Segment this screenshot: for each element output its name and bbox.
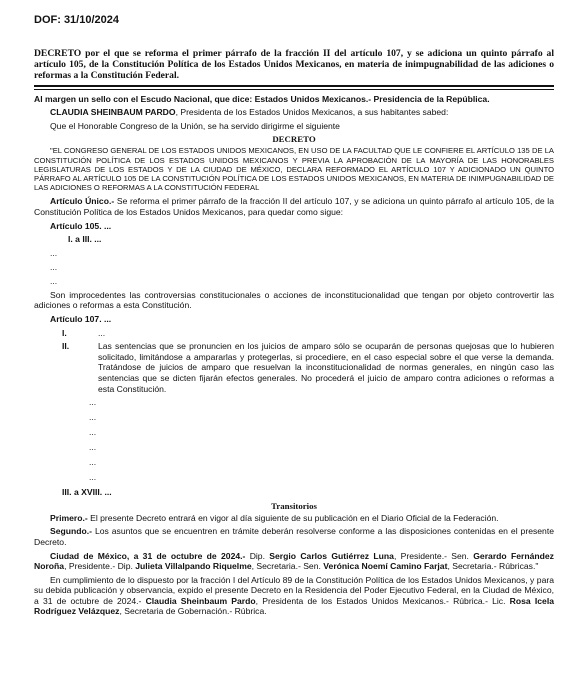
segundo-text: Los asuntos que se encuentren en trámite deberán resolverse conforme a las disposiciones contenidas en el presente Decreto. <box>34 526 554 547</box>
art105-paragraph: Son improcedentes las controversias constitucionales o acciones de inconstitucionalidad que tengan por objeto controvertir las adiciones o reformas a esta Constitución. <box>34 289 554 311</box>
dof-date: DOF: 31/10/2024 <box>34 14 119 26</box>
art107-heading: Artículo 107. ... <box>50 313 112 324</box>
decree-title: DECRETO por el que se reforma el primer párrafo de la fracción II del artículo 107, y se adiciona un quinto párrafo al artículo 105, de la Constitución Política de los Estados Unidos Mexicanos, en materia de inimpugnabilidad de las adiciones o reformas a la Constitución Federal. <box>34 48 554 82</box>
final-paragraph <box>34 575 554 617</box>
seal-line: Al margen un sello con el Escudo Nacional, que dice: Estados Unidos Mexicanos.- Presidencia de la República. <box>34 93 490 104</box>
roman-numeral: II. <box>62 341 70 352</box>
divider-thin <box>34 89 554 90</box>
art107-item-i <box>34 328 554 339</box>
item-text: Las sentencias que se pronuncien en los juicios de amparo sólo se ocuparán de personas quejosas que lo hubieren solicitado, limitándose a ampararlas y protegerlas, si procediere, en el caso especial sobre el que verse la demanda. Tratándose de juicios de amparo que resuelvan la inconstitucionalidad de normas generales, en ningún caso las sentencias que se dicten fijarán efectos generales. No procederá el juicio de amparo contra adiciones o reformas a esta Constitución. <box>98 341 554 394</box>
signature-text: , Secretaria.- Sen. <box>251 561 324 572</box>
divider-thick <box>34 85 554 87</box>
decreto-heading: DECRETO <box>272 134 316 145</box>
art107-item-ii <box>34 341 554 394</box>
ellipsis: ... <box>89 457 97 468</box>
art107-last: III. a XVIII. ... <box>62 487 112 498</box>
final-text: , Secretaria de Gobernación.- Rúbrica. <box>119 606 267 617</box>
ellipsis: ... <box>50 275 58 286</box>
signatures-paragraph <box>34 551 554 572</box>
ellipsis: ... <box>50 261 58 272</box>
item-text: ... <box>98 327 106 338</box>
signatory-name: Julieta Villalpando Riquelme <box>135 561 252 572</box>
signatory-name: Verónica Noemí Camino Farjat <box>323 561 448 572</box>
signatory-name: Rosa Icela Rodríguez Velázquez <box>34 595 554 617</box>
segundo-label: Segundo.- <box>50 526 93 537</box>
president-text: , Presidenta de los Estados Unidos Mexicanos, a sus habitantes sabed: <box>175 107 449 118</box>
articulo-unico <box>34 196 554 217</box>
primero-text: El presente Decreto entrará en vigor al día siguiente de su publicación en el Diario Oficial de la Federación. <box>87 512 499 523</box>
place-date: Ciudad de México, a 31 de octubre de 2024.- <box>50 550 246 561</box>
ellipsis: ... <box>89 442 97 453</box>
final-text: , Presidenta de los Estados Unidos Mexicanos.- Rúbrica.- Lic. <box>255 595 510 606</box>
signatory-name: Gerardo Fernández Noroña <box>34 550 554 572</box>
ellipsis: ... <box>89 472 97 483</box>
ellipsis: ... <box>89 412 97 423</box>
transitorio-primero <box>34 513 554 524</box>
articulo-unico-label: Artículo Único.- <box>50 196 115 207</box>
final-text: En cumplimiento de lo dispuesto por la fracción I del Artículo 89 de la Constitución Política de los Estados Unidos Mexicanos, y para su debida publicación y observancia, expido el presente Decreto en la Residencia del Poder Ejecutivo Federal, en la Ciudad de México, a 31 de octubre de 2024.- <box>34 574 554 606</box>
president-line <box>34 107 554 118</box>
art105-fractions: I. a III. ... <box>68 234 102 245</box>
signature-text: , Secretaria.- Rúbricas." <box>447 561 539 572</box>
ellipsis: ... <box>89 427 97 438</box>
signature-text: Dip. <box>245 550 270 561</box>
decreto-caps-paragraph: "EL CONGRESO GENERAL DE LOS ESTADOS UNIDOS MEXICANOS, EN USO DE LA FACULTAD QUE LE CONFIERE EL ARTÍCULO 135 DE LA CONSTITUCIÓN POLÍTICA DE LOS ESTADOS UNIDOS MEXICANOS Y PREVIA LA APROBACIÓN DE LA MAYORÍA DE LAS HONORABLES LEGISLATURAS DE LOS ESTADOS Y DE LA CIUDAD DE MÉXICO, DECLARA REFORMADO EL ARTÍCULO 107 Y ADICIONADO UN QUINTO PÁRRAFO AL ARTÍCULO 105 DE LA CONSTITUCIÓN POLÍTICA DE LOS ESTADOS UNIDOS MEXICANOS, EN MATERIA DE INIMPUGNABILIDAD DE LAS ADICIONES O REFORMAS A LA CONSTITUCIÓN FEDERAL <box>34 146 554 193</box>
ellipsis: ... <box>89 397 97 408</box>
signatory-name: Claudia Sheinbaum Pardo <box>145 595 256 606</box>
articulo-unico-text: Se reforma el primer párrafo de la fracción II del artículo 107, y se adiciona un quinto párrafo al artículo 105, de la Constitución Política de los Estados Unidos Mexicanos, para quedar como sigue: <box>34 196 554 217</box>
congress-line: Que el Honorable Congreso de la Unión, se ha servido dirigirme el siguiente <box>50 120 340 131</box>
ellipsis: ... <box>50 247 58 258</box>
roman-numeral: I. <box>62 327 67 338</box>
signature-text: , Presidente.- Sen. <box>393 550 474 561</box>
signature-text: , Presidente.- Dip. <box>64 561 136 572</box>
transitorio-segundo <box>34 526 554 547</box>
president-name: CLAUDIA SHEINBAUM PARDO <box>50 107 176 118</box>
transitorios-heading: Transitorios <box>271 500 317 511</box>
primero-label: Primero.- <box>50 512 88 523</box>
signatory-name: Sergio Carlos Gutiérrez Luna <box>269 550 394 561</box>
art105-heading: Artículo 105. ... <box>50 220 112 231</box>
